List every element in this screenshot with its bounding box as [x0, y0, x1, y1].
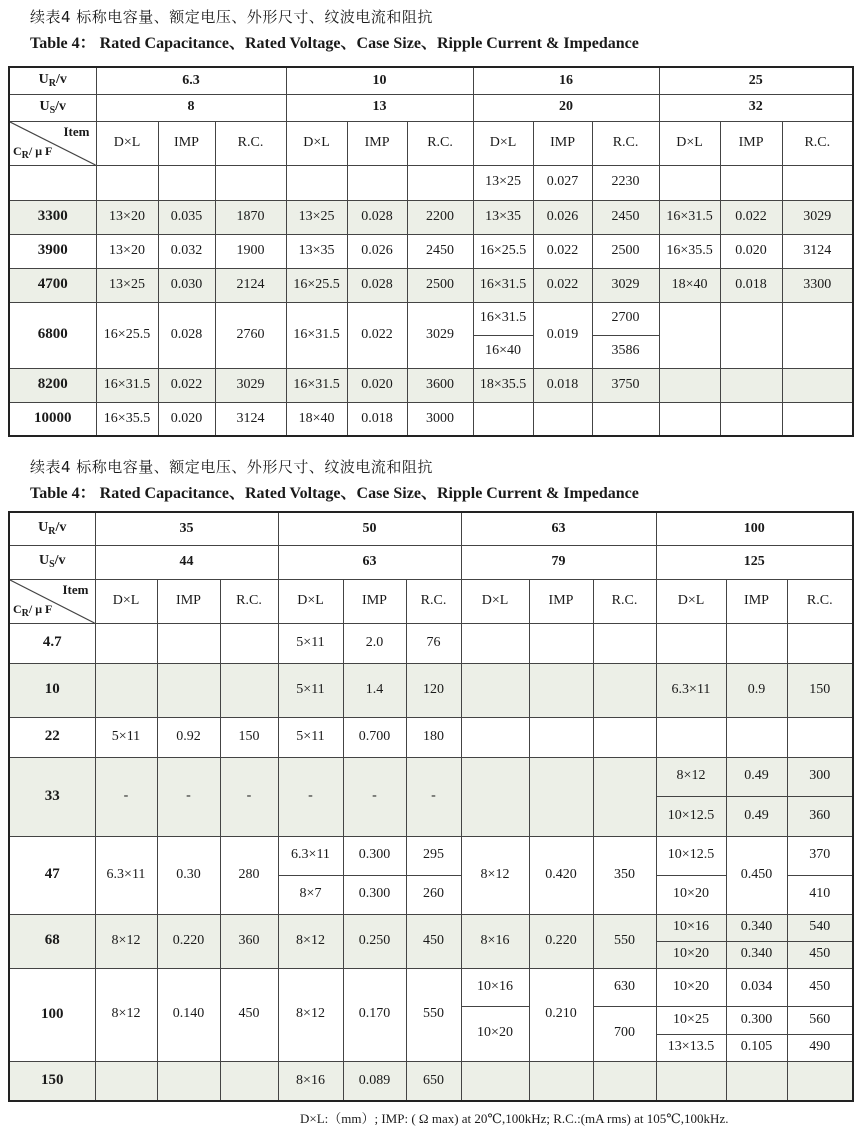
- table-cell: 3300: [782, 268, 853, 302]
- table-cell: 10×20: [461, 1006, 529, 1061]
- table1-us-row: [9, 94, 853, 121]
- col-header: IMP: [157, 579, 220, 623]
- table-cell: [656, 623, 726, 663]
- table-cell: 0.035: [158, 200, 215, 234]
- table-cell: 295: [406, 836, 461, 875]
- table-cell: [592, 402, 659, 436]
- table-cell: 8×16: [461, 914, 529, 968]
- col-header: IMP: [533, 121, 592, 165]
- table-cell: 3029: [407, 302, 473, 368]
- col-header: IMP: [529, 579, 593, 623]
- table-cell: 0.170: [343, 968, 406, 1061]
- us-value: 13: [286, 94, 473, 121]
- ur-value: 25: [659, 67, 853, 94]
- table-cell: [593, 623, 656, 663]
- table-cell: 8×12: [278, 968, 343, 1061]
- table-cell: 700: [593, 1006, 656, 1061]
- table-cell: 13×25: [473, 165, 533, 200]
- table-cell: 8×7: [278, 875, 343, 914]
- table-cell: 16×31.5: [473, 268, 533, 302]
- table-row: [9, 663, 853, 717]
- col-header: R.C.: [406, 579, 461, 623]
- col-header: IMP: [720, 121, 782, 165]
- table-cell: [461, 663, 529, 717]
- table-cell: [407, 165, 473, 200]
- table-cell: [157, 663, 220, 717]
- col-header: D×L: [96, 121, 158, 165]
- col-header: R.C.: [782, 121, 853, 165]
- table-cell: 0.028: [347, 200, 407, 234]
- table-cell: 2124: [215, 268, 286, 302]
- us-value: 44: [95, 545, 278, 579]
- table-cell: [659, 402, 720, 436]
- table-cell: 0.49: [726, 796, 787, 836]
- table2-us-row: [9, 545, 853, 579]
- table-cell: 0.700: [343, 717, 406, 757]
- table-row: [9, 1061, 853, 1101]
- table-cell: 5×11: [95, 717, 157, 757]
- table-cell: [286, 165, 347, 200]
- capacitance-cell: 10000: [9, 402, 96, 436]
- table-row: [9, 268, 853, 302]
- table-cell: 1870: [215, 200, 286, 234]
- table-cell: 3750: [592, 368, 659, 402]
- table-cell: 18×40: [286, 402, 347, 436]
- table-cell: [473, 402, 533, 436]
- table-cell: [461, 623, 529, 663]
- table-cell: 16×35.5: [659, 234, 720, 268]
- table-cell: [529, 623, 593, 663]
- table-cell: 560: [787, 1006, 853, 1034]
- table-cell: 0.018: [720, 268, 782, 302]
- table-row: [9, 200, 853, 234]
- table-cell: [215, 165, 286, 200]
- table-cell: 0.022: [533, 234, 592, 268]
- table-cell: 0.018: [533, 368, 592, 402]
- table-cell: -: [95, 757, 157, 836]
- us-value: 32: [659, 94, 853, 121]
- table-cell: 0.018: [347, 402, 407, 436]
- table-cell: 550: [406, 968, 461, 1061]
- table-cell: 0.022: [347, 302, 407, 368]
- ur-label: $U_R/v$: [9, 67, 96, 94]
- table-cell: [220, 663, 278, 717]
- table-cell: -: [220, 757, 278, 836]
- table-cell: 0.220: [157, 914, 220, 968]
- table1-column-header-row: [9, 121, 853, 165]
- us-value: 79: [461, 545, 656, 579]
- col-header: IMP: [347, 121, 407, 165]
- table-cell: [593, 757, 656, 836]
- table-cell: [659, 368, 720, 402]
- table-cell: 3029: [215, 368, 286, 402]
- table-row: [9, 757, 853, 796]
- table-cell: 8×12: [278, 914, 343, 968]
- table-cell: 6.3×11: [278, 836, 343, 875]
- table2-ur-row: [9, 512, 853, 545]
- table-row: [9, 234, 853, 268]
- table-cell: [220, 1061, 278, 1101]
- table-cell: [529, 717, 593, 757]
- table-cell: 0.020: [158, 402, 215, 436]
- col-header: R.C.: [592, 121, 659, 165]
- table-cell: 630: [593, 968, 656, 1006]
- ur-value: 35: [95, 512, 278, 545]
- table-cell: [782, 402, 853, 436]
- table-cell: 76: [406, 623, 461, 663]
- table-cell: [529, 1061, 593, 1101]
- table-cell: [95, 663, 157, 717]
- table-cell: 18×35.5: [473, 368, 533, 402]
- table-cell: [461, 1061, 529, 1101]
- table-cell: 16×31.5: [286, 302, 347, 368]
- table-cell: 0.089: [343, 1061, 406, 1101]
- table-cell: [726, 717, 787, 757]
- capacitance-cell: 150: [9, 1061, 95, 1101]
- table-cell: 540: [787, 914, 853, 941]
- table-cell: 2450: [407, 234, 473, 268]
- table-cell: 10×16: [461, 968, 529, 1006]
- table-cell: [782, 368, 853, 402]
- ur-value: 100: [656, 512, 853, 545]
- table-cell: [593, 717, 656, 757]
- table-cell: 16×25.5: [286, 268, 347, 302]
- table-cell: 5×11: [278, 623, 343, 663]
- table-cell: [96, 165, 158, 200]
- table-row: [9, 968, 853, 1006]
- table-cell: 13×35: [286, 234, 347, 268]
- col-header: D×L: [473, 121, 533, 165]
- table-cell: 0.340: [726, 914, 787, 941]
- table-cell: 18×40: [659, 268, 720, 302]
- col-header: IMP: [726, 579, 787, 623]
- table-cell: [720, 302, 782, 368]
- table-cell: 2450: [592, 200, 659, 234]
- table-cell: 16×31.5: [659, 200, 720, 234]
- table-cell: 650: [406, 1061, 461, 1101]
- capacitance-cell: 100: [9, 968, 95, 1061]
- col-header: R.C.: [220, 579, 278, 623]
- us-label: $U_S/v$: [9, 545, 95, 579]
- table-cell: 450: [787, 941, 853, 968]
- item-label: Item: [62, 581, 89, 597]
- table-cell: 0.210: [529, 968, 593, 1061]
- table-cell: -: [406, 757, 461, 836]
- table-cell: 0.300: [343, 836, 406, 875]
- table-cell: 3600: [407, 368, 473, 402]
- table-cell: 13×20: [96, 200, 158, 234]
- table-cell: [158, 165, 215, 200]
- table-cell: 3124: [215, 402, 286, 436]
- table-cell: [461, 717, 529, 757]
- table-row: [9, 914, 853, 941]
- table1-caption-cn: 续表4 标称电容量、额定电压、外形尺寸、纹波电流和阻抗: [30, 8, 433, 26]
- table-cell: [726, 1061, 787, 1101]
- table-cell: [659, 165, 720, 200]
- table2-caption-cn: 续表4 标称电容量、额定电压、外形尺寸、纹波电流和阻抗: [30, 458, 433, 476]
- table-cell: 0.340: [726, 941, 787, 968]
- table-cell: 13×25: [96, 268, 158, 302]
- table-row: [9, 836, 853, 875]
- item-label: Item: [63, 123, 90, 139]
- table-row: [9, 368, 853, 402]
- table-cell: 0.300: [343, 875, 406, 914]
- table-cell: 0.300: [726, 1006, 787, 1034]
- table-cell: 16×35.5: [96, 402, 158, 436]
- table-cell: 0.220: [529, 914, 593, 968]
- table-cell: 16×25.5: [473, 234, 533, 268]
- table-cell: -: [157, 757, 220, 836]
- us-value: 63: [278, 545, 461, 579]
- col-header: R.C.: [593, 579, 656, 623]
- table-cell: 0.030: [158, 268, 215, 302]
- table-cell: 2200: [407, 200, 473, 234]
- capacitance-cell: 68: [9, 914, 95, 968]
- table-cell: 1.4: [343, 663, 406, 717]
- table-cell: 0.026: [533, 200, 592, 234]
- table-cell: 0.105: [726, 1034, 787, 1061]
- table-cell: 8×12: [656, 757, 726, 796]
- us-value: 8: [96, 94, 286, 121]
- table-row: [9, 302, 853, 335]
- table-cell: [720, 368, 782, 402]
- footnote: D×L:（mm）; IMP: ( Ω max) at 20℃,100kHz; R.C.:(mA rms) at 105℃,100kHz.: [300, 1111, 729, 1126]
- table-cell: 0.140: [157, 968, 220, 1061]
- table-cell: [533, 402, 592, 436]
- capacitance-cell: 10: [9, 663, 95, 717]
- table-cell: 6.3×11: [656, 663, 726, 717]
- capacitance-cell: 3900: [9, 234, 96, 268]
- table-cell: 0.30: [157, 836, 220, 914]
- table-cell: 2700: [592, 302, 659, 335]
- table-cell: 150: [787, 663, 853, 717]
- table-cell: 2500: [592, 234, 659, 268]
- col-header: D×L: [278, 579, 343, 623]
- table-cell: 300: [787, 757, 853, 796]
- us-value: 125: [656, 545, 853, 579]
- table-cell: [157, 623, 220, 663]
- table-cell: 0.92: [157, 717, 220, 757]
- table-cell: 0.022: [158, 368, 215, 402]
- table-cell: 2500: [407, 268, 473, 302]
- table-cell: 0.022: [533, 268, 592, 302]
- table-cell: [659, 302, 720, 368]
- table-cell: 0.49: [726, 757, 787, 796]
- table-cell: [782, 165, 853, 200]
- table-cell: [656, 1061, 726, 1101]
- ur-value: 50: [278, 512, 461, 545]
- table-cell: 10×20: [656, 941, 726, 968]
- item-capacitance-diagonal-header: [9, 121, 96, 165]
- table-cell: 450: [220, 968, 278, 1061]
- table-cell: 0.022: [720, 200, 782, 234]
- table-cell: 120: [406, 663, 461, 717]
- table-cell: 5×11: [278, 717, 343, 757]
- table-cell: 2.0: [343, 623, 406, 663]
- col-header: R.C.: [215, 121, 286, 165]
- table-cell: 8×12: [461, 836, 529, 914]
- capacitance-cell: 47: [9, 836, 95, 914]
- table-cell: 8×12: [95, 968, 157, 1061]
- capacitance-label: $C_R/$ μ F: [13, 144, 53, 161]
- table-cell: 5×11: [278, 663, 343, 717]
- capacitance-cell: 22: [9, 717, 95, 757]
- table-cell: 10×16: [656, 914, 726, 941]
- table-cell: 3124: [782, 234, 853, 268]
- col-header: D×L: [659, 121, 720, 165]
- table-cell: 0.026: [347, 234, 407, 268]
- table1-caption-en: Table 4： Rated Capacitance、Rated Voltage、Case Size、Ripple Current & Impedance: [30, 35, 639, 52]
- table1-ur-row: [9, 67, 853, 94]
- table-cell: 3029: [592, 268, 659, 302]
- col-header: IMP: [343, 579, 406, 623]
- table-cell: 280: [220, 836, 278, 914]
- table2-column-header-row: [9, 579, 853, 623]
- table-cell: 3586: [592, 335, 659, 368]
- table-row: [9, 402, 853, 436]
- table-cell: 410: [787, 875, 853, 914]
- table-cell: 0.450: [726, 836, 787, 914]
- table-cell: 0.250: [343, 914, 406, 968]
- table-cell: 16×40: [473, 335, 533, 368]
- table-cell: 10×25: [656, 1006, 726, 1034]
- table-cell: 360: [787, 796, 853, 836]
- table-cell: 13×20: [96, 234, 158, 268]
- ur-label: $U_R/v$: [9, 512, 95, 545]
- us-value: 20: [473, 94, 659, 121]
- table-cell: 16×31.5: [96, 368, 158, 402]
- ur-value: 16: [473, 67, 659, 94]
- table-cell: 0.9: [726, 663, 787, 717]
- table-cell: 0.019: [533, 302, 592, 368]
- table-row: [9, 623, 853, 663]
- table1: [8, 66, 854, 437]
- table-cell: 13×35: [473, 200, 533, 234]
- table-cell: 10×12.5: [656, 796, 726, 836]
- col-header: R.C.: [407, 121, 473, 165]
- table-cell: [461, 757, 529, 836]
- capacitance-cell: 8200: [9, 368, 96, 402]
- table-cell: 0.034: [726, 968, 787, 1006]
- col-header: IMP: [158, 121, 215, 165]
- table-cell: [726, 623, 787, 663]
- col-header: D×L: [286, 121, 347, 165]
- item-capacitance-diagonal-header: [9, 579, 95, 623]
- capacitance-cell: 4.7: [9, 623, 95, 663]
- table-cell: 2230: [592, 165, 659, 200]
- table-row: [9, 165, 853, 200]
- table-cell: 10×20: [656, 968, 726, 1006]
- table-cell: 16×25.5: [96, 302, 158, 368]
- table-cell: 3029: [782, 200, 853, 234]
- ur-value: 63: [461, 512, 656, 545]
- table-cell: [157, 1061, 220, 1101]
- us-label: $U_S/v$: [9, 94, 96, 121]
- table-cell: 13×13.5: [656, 1034, 726, 1061]
- col-header: R.C.: [787, 579, 853, 623]
- table-cell: 1900: [215, 234, 286, 268]
- table-cell: 0.027: [533, 165, 592, 200]
- col-header: D×L: [95, 579, 157, 623]
- table-cell: 150: [220, 717, 278, 757]
- table-cell: [787, 1061, 853, 1101]
- table-cell: 8×16: [278, 1061, 343, 1101]
- table-cell: 0.032: [158, 234, 215, 268]
- table-cell: 0.028: [158, 302, 215, 368]
- table-cell: 3000: [407, 402, 473, 436]
- table-cell: 8×12: [95, 914, 157, 968]
- table-cell: 2760: [215, 302, 286, 368]
- table-cell: [593, 1061, 656, 1101]
- capacitance-cell: [9, 165, 96, 200]
- table-cell: 450: [406, 914, 461, 968]
- table-cell: 450: [787, 968, 853, 1006]
- table-cell: 6.3×11: [95, 836, 157, 914]
- capacitance-cell: 33: [9, 757, 95, 836]
- table-cell: [529, 663, 593, 717]
- table-cell: [656, 717, 726, 757]
- capacitance-cell: 4700: [9, 268, 96, 302]
- col-header: D×L: [461, 579, 529, 623]
- table-cell: -: [343, 757, 406, 836]
- table-cell: 16×31.5: [473, 302, 533, 335]
- table-cell: 10×20: [656, 875, 726, 914]
- capacitance-cell: 3300: [9, 200, 96, 234]
- col-header: D×L: [656, 579, 726, 623]
- table-cell: [529, 757, 593, 836]
- table-cell: 360: [220, 914, 278, 968]
- capacitance-cell: 6800: [9, 302, 96, 368]
- table-cell: [220, 623, 278, 663]
- table-cell: 260: [406, 875, 461, 914]
- table-cell: [782, 302, 853, 368]
- table-cell: 10×12.5: [656, 836, 726, 875]
- table-cell: 13×25: [286, 200, 347, 234]
- table-cell: 370: [787, 836, 853, 875]
- table-cell: 0.020: [720, 234, 782, 268]
- table-cell: [720, 402, 782, 436]
- table-cell: 180: [406, 717, 461, 757]
- table-cell: -: [278, 757, 343, 836]
- table-cell: [787, 623, 853, 663]
- table2: [8, 511, 854, 1102]
- table-cell: 16×31.5: [286, 368, 347, 402]
- table-cell: 490: [787, 1034, 853, 1061]
- table-row: [9, 717, 853, 757]
- table-cell: [95, 623, 157, 663]
- table-cell: 0.020: [347, 368, 407, 402]
- capacitance-label: $C_R/$ μ F: [13, 602, 53, 619]
- table-cell: [720, 165, 782, 200]
- table2-caption-en: Table 4： Rated Capacitance、Rated Voltage、Case Size、Ripple Current & Impedance: [30, 485, 639, 502]
- ur-value: 6.3: [96, 67, 286, 94]
- table-cell: [787, 717, 853, 757]
- table-cell: 0.420: [529, 836, 593, 914]
- table-cell: [347, 165, 407, 200]
- ur-value: 10: [286, 67, 473, 94]
- table-cell: [593, 663, 656, 717]
- table-cell: 350: [593, 836, 656, 914]
- table-cell: 0.028: [347, 268, 407, 302]
- table-cell: 550: [593, 914, 656, 968]
- table-cell: [95, 1061, 157, 1101]
